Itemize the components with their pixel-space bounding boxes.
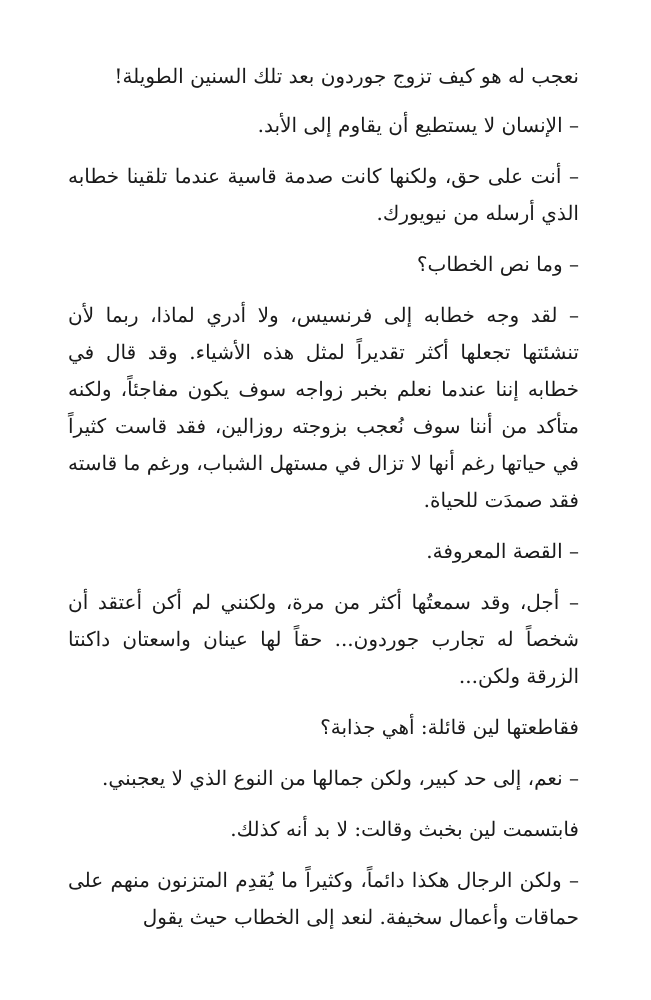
paragraph-6: – القصة المعروفة. xyxy=(426,539,579,563)
paragraph-1: نعجب له هو كيف تزوج جوردون بعد تلك السنين الطويلة! xyxy=(114,64,579,88)
paragraph-8: فقاطعتها لين قائلة: أهي جذابة؟ xyxy=(320,715,579,739)
paragraph-4: – وما نص الخطاب؟ xyxy=(416,252,579,276)
paragraph-7: – أجل، وقد سمعتُها أكثر من مرة، ولكنني لم أكن أعتقد أن شخصاً له تجارب جوردون... حقاً لها عينان واسعتان داكنتا الزرقة ولكن... xyxy=(68,590,579,688)
paragraph-9: – نعم، إلى حد كبير، ولكن جمالها من النوع الذي لا يعجبني. xyxy=(102,766,579,790)
paragraph-5: – لقد وجه خطابه إلى فرنسيس، ولا أدري لماذا، ربما لأن تنشئتها تجعلها أكثر تقديراً لمثل هذه الأشياء. وقد قال في خطابه إننا عندما نعلم بخبر زواجه سوف يكون مفاجئاً، ولكنه متأكد من أننا سوف نُعجب بزوجته روزالين، فقد قاست كثيراً في حياتها رغم أنها لا تزال في مستهل الشباب، ورغم ما قاسته فقد صمدَت للحياة. xyxy=(68,303,579,512)
paragraph-2: – الإنسان لا يستطيع أن يقاوم إلى الأبد. xyxy=(257,113,579,137)
paragraph-11: – ولكن الرجال هكذا دائماً، وكثيراً ما يُقدِم المتزنون منهم على حماقات وأعمال سخيفة. لنعد إلى الخطاب حيث يقول xyxy=(68,868,579,929)
paragraph-10: فابتسمت لين بخبث وقالت: لا بد أنه كذلك. xyxy=(230,817,579,841)
paragraph-3: – أنت على حق، ولكنها كانت صدمة قاسية عندما تلقينا خطابه الذي أرسله من نيويورك. xyxy=(68,164,579,225)
